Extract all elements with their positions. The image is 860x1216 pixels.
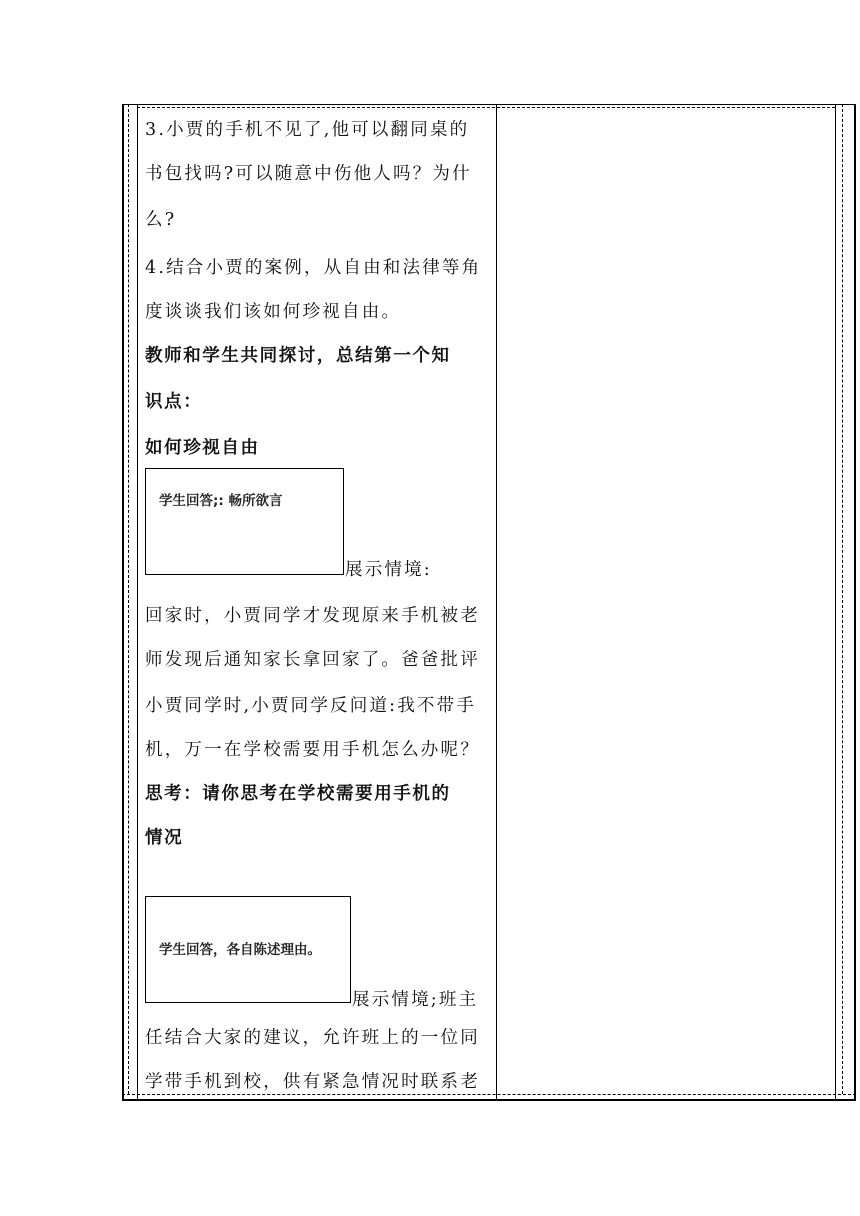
text-line: 4.结合小贾的案例，从自由和法律等角 <box>145 258 482 278</box>
table-border-right-outer <box>854 104 856 1100</box>
table-border-left-inner <box>128 104 129 1094</box>
answer-box-text: 学生回答，各自陈述理由。 <box>159 942 321 958</box>
answer-box-1 <box>145 468 344 575</box>
text-line: 么? <box>145 210 177 230</box>
scene-text-line: 机，万一在学校需要用手机怎么办呢？ <box>145 740 480 760</box>
table-column-divider <box>496 104 497 1100</box>
scene-text-line: 师发现后通知家长拿回家了。爸爸批评 <box>145 650 480 670</box>
scene-text-line: 学带手机到校，供有紧急情况时联系老 <box>145 1072 480 1092</box>
scene-label: 展示情境;班主 <box>352 990 479 1010</box>
answer-box-2 <box>145 896 351 1003</box>
answer-box-text: 学生回答;: 畅所欲言 <box>159 493 283 509</box>
table-border-right-cell <box>835 104 836 1100</box>
scene-label: 展示情境: <box>345 560 432 580</box>
table-border-right-inner <box>842 104 843 1094</box>
text-line: 度谈谈我们该如何珍视自由。 <box>145 302 402 322</box>
text-line: 书包找吗?可以随意中伤他人吗？为什 <box>145 164 472 184</box>
summary-line: 教师和学生共同探讨，总结第一个知 <box>145 346 451 366</box>
think-line: 思考：请你思考在学校需要用手机的 <box>145 784 451 804</box>
table-border-left-outer <box>122 104 124 1100</box>
table-border-left-cell <box>137 104 138 1100</box>
scene-text-line: 任结合大家的建议，允许班上的一位同 <box>145 1028 480 1048</box>
think-line: 情况 <box>145 828 184 848</box>
scene-text-line: 小贾同学时,小贾同学反问道:我不带手 <box>145 696 477 716</box>
summary-line: 识点： <box>145 392 203 412</box>
scene-text-line: 回家时，小贾同学才发现原来手机被老 <box>145 606 480 626</box>
section-heading: 如何珍视自由 <box>145 438 260 458</box>
table-border-top <box>122 104 856 105</box>
text-line: 3.小贾的手机不见了,他可以翻同桌的 <box>145 120 470 140</box>
